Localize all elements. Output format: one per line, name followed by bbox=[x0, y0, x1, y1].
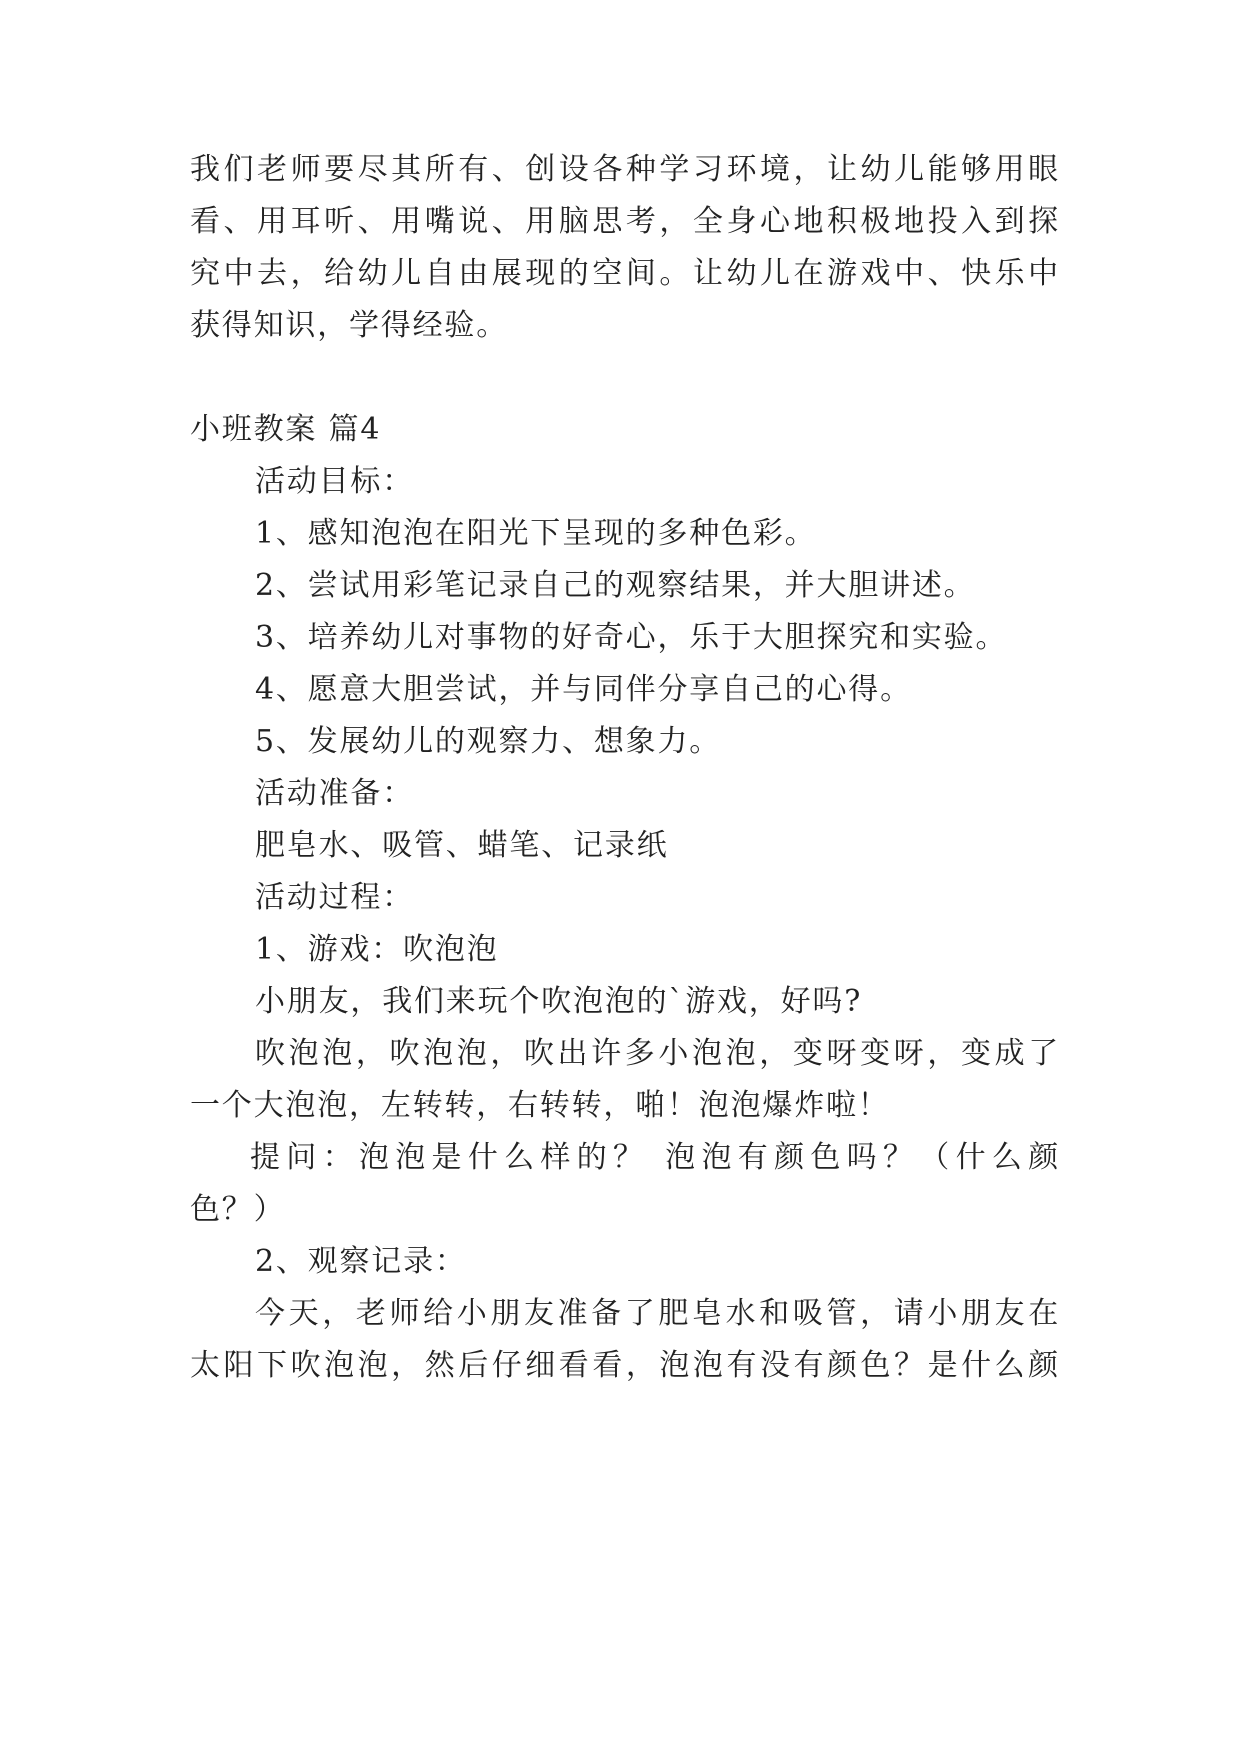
goals-label: 活动目标： bbox=[255, 464, 414, 499]
prep-text: 肥皂水、吸管、蜡笔、记录纸 bbox=[255, 828, 669, 863]
goal-item: 1、感知泡泡在阳光下呈现的多种色彩。 bbox=[255, 516, 817, 551]
rhyme-line: 吹泡泡，吹泡泡，吹出许多小泡泡，变呀变呀，变成了 bbox=[255, 1036, 1060, 1071]
question-line: 提问：泡泡是什么样的？ 泡泡有颜色吗？（什么颜 bbox=[250, 1140, 1060, 1175]
step1-title: 1、游戏：吹泡泡 bbox=[255, 932, 499, 967]
goal-item: 5、发展幼儿的观察力、想象力。 bbox=[255, 724, 722, 759]
paragraph-line: 究中去，给幼儿自由展现的空间。让幼儿在游戏中、快乐中 bbox=[190, 256, 1060, 291]
paragraph-line: 获得知识，学得经验。 bbox=[190, 308, 508, 343]
step2-line: 今天，老师给小朋友准备了肥皂水和吸管，请小朋友在 bbox=[255, 1296, 1060, 1331]
question-line: 色？） bbox=[190, 1192, 286, 1227]
process-label: 活动过程： bbox=[255, 880, 414, 915]
prep-label: 活动准备： bbox=[255, 776, 414, 811]
paragraph-line: 我们老师要尽其所有、创设各种学习环境，让幼儿能够用眼 bbox=[190, 152, 1060, 187]
step1-intro: 小朋友，我们来玩个吹泡泡的`游戏，好吗? bbox=[255, 984, 863, 1019]
goal-item: 4、愿意大胆尝试，并与同伴分享自己的心得。 bbox=[255, 672, 912, 707]
goal-item: 3、培养幼儿对事物的好奇心，乐于大胆探究和实验。 bbox=[255, 620, 1008, 655]
step2-title: 2、观察记录： bbox=[255, 1244, 467, 1279]
section-heading: 小班教案 篇4 bbox=[190, 412, 382, 447]
rhyme-line: 一个大泡泡，左转转，右转转，啪！泡泡爆炸啦！ bbox=[190, 1088, 890, 1123]
paragraph-line: 看、用耳听、用嘴说、用脑思考，全身心地积极地投入到探 bbox=[190, 204, 1060, 239]
step2-line: 太阳下吹泡泡，然后仔细看看，泡泡有没有颜色？是什么颜 bbox=[190, 1348, 1060, 1383]
goal-item: 2、尝试用彩笔记录自己的观察结果，并大胆讲述。 bbox=[255, 568, 976, 603]
